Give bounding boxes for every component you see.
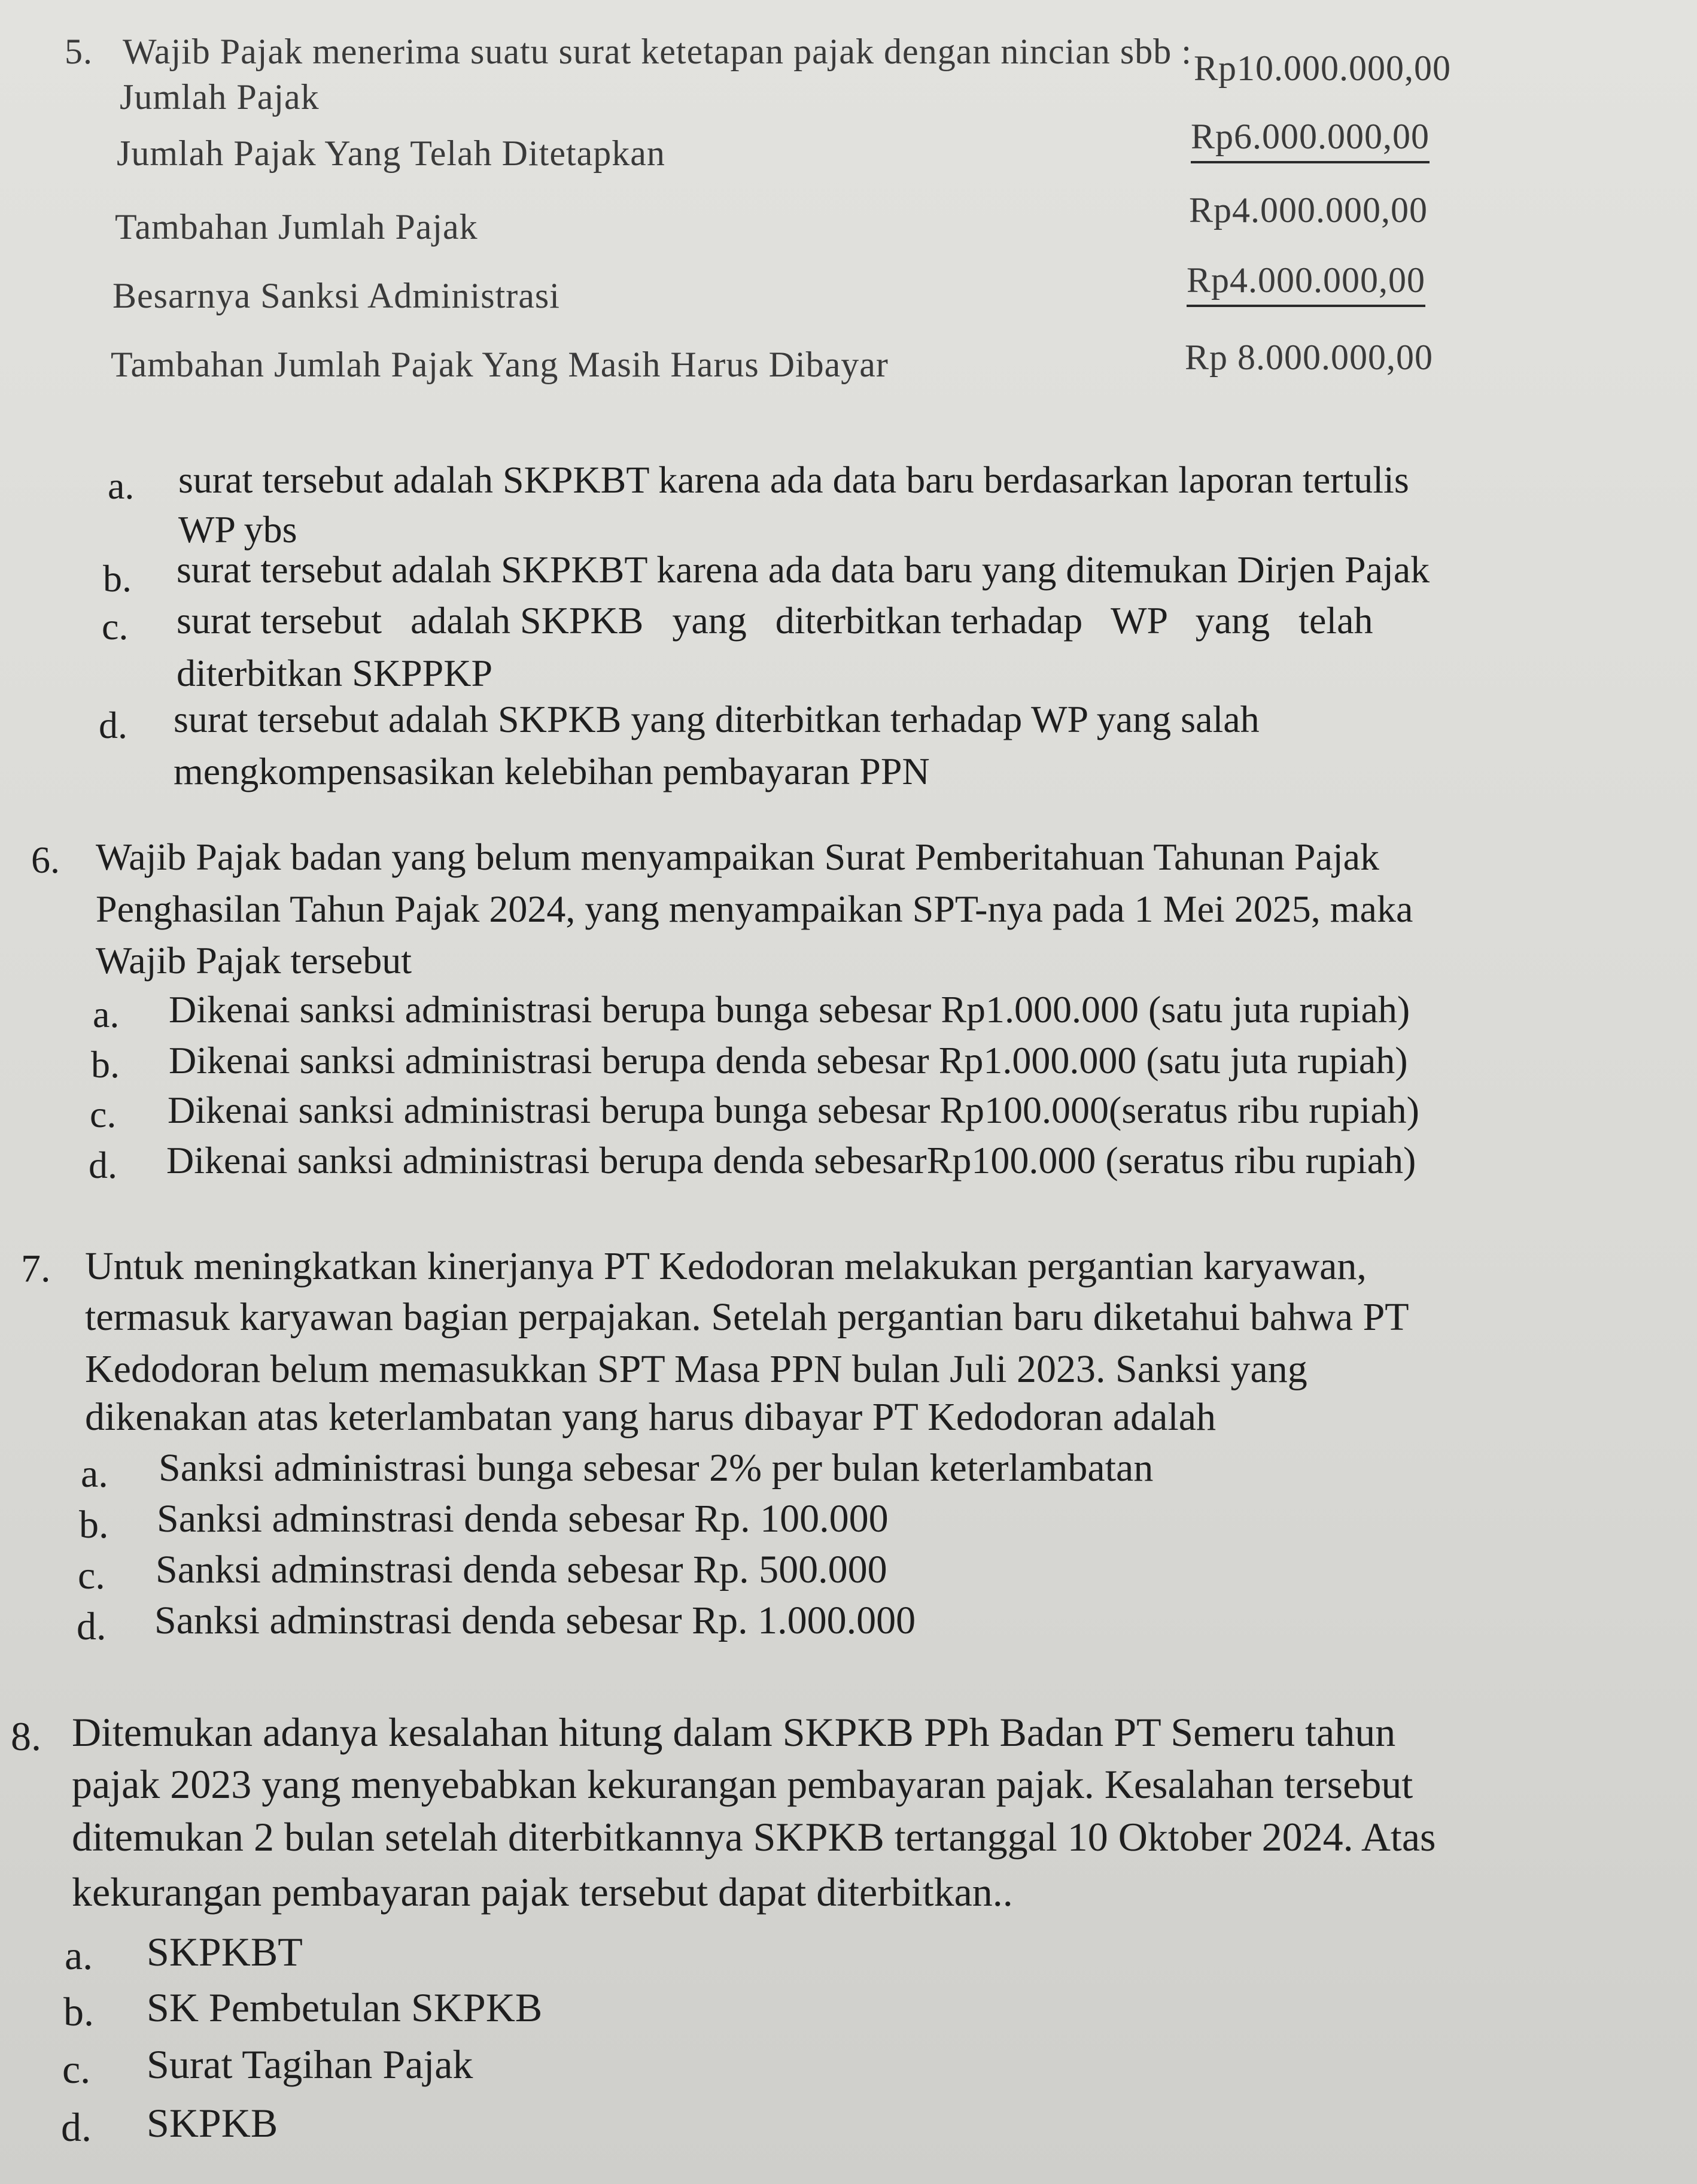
tax-row-amount: Rp6.000.000,00: [1191, 116, 1430, 163]
question-stem: Wajib Pajak tersebut: [96, 939, 412, 982]
option-text: SK Pembetulan SKPKB: [147, 1985, 543, 2030]
option-letter: b.: [103, 557, 132, 600]
tax-row: [111, 338, 1434, 385]
option-text: surat tersebut adalah SKPKB yang diterbitkan terhadap WP yang telah: [177, 599, 1373, 642]
tax-row-label: Tambahan Jumlah Pajak: [115, 207, 478, 247]
option-text: surat tersebut adalah SKPKBT karena ada data baru yang ditemukan Dirjen Pajak: [177, 548, 1430, 591]
option-text: WP ybs: [178, 508, 297, 551]
tax-row-amount: Rp 8.000.000,00: [1185, 338, 1434, 377]
option-letter: c.: [102, 605, 129, 648]
option-text: surat tersebut adalah SKPKBT karena ada data baru berdasarkan laporan tertulis: [178, 458, 1409, 501]
question-stem: Penghasilan Tahun Pajak 2024, yang menyampaikan SPT-nya pada 1 Mei 2025, maka: [96, 888, 1413, 930]
tax-row: [117, 117, 1430, 174]
question-number: 6.: [31, 839, 60, 881]
option-letter: c.: [78, 1554, 105, 1597]
tax-row-label: Besarnya Sanksi Administrasi: [112, 276, 560, 315]
option-letter: d.: [77, 1605, 107, 1648]
option-letter: a.: [108, 464, 135, 507]
question-stem: ditemukan 2 bulan setelah diterbitkannya SKPKB tertanggal 10 Oktober 2024. Atas: [72, 1814, 1436, 1860]
question-stem: Kedodoran belum memasukkan SPT Masa PPN bulan Juli 2023. Sanksi yang: [85, 1347, 1307, 1391]
option-letter: c.: [62, 2046, 91, 2092]
tax-row-label: Jumlah Pajak: [120, 77, 320, 117]
tax-row: [115, 190, 1428, 248]
tax-row-amount: Rp4.000.000,00: [1189, 190, 1428, 230]
question-stem: pajak 2023 yang menyebabkan kekurangan pembayaran pajak. Kesalahan tersebut: [72, 1761, 1413, 1807]
tax-row-label: Tambahan Jumlah Pajak Yang Masih Harus Dibayar: [111, 345, 889, 384]
tax-row-label: Jumlah Pajak Yang Telah Ditetapkan: [117, 133, 665, 173]
option-text: SKPKBT: [147, 1929, 303, 1975]
option-letter: d.: [61, 2104, 92, 2150]
tax-row-amount: Rp10.000.000,00: [1194, 48, 1452, 88]
option-letter: d.: [99, 704, 127, 746]
option-text: Dikenai sanksi administrasi berupa bunga sebesar Rp100.000(seratus ribu rupiah): [168, 1089, 1419, 1131]
question-number: 5.: [65, 32, 93, 71]
question-stem: termasuk karyawan bagian perpajakan. Setelah pergantian baru diketahui bahwa PT: [85, 1295, 1409, 1339]
question-number: 8.: [11, 1714, 41, 1759]
option-letter: b.: [79, 1503, 109, 1547]
question-stem: Ditemukan adanya kesalahan hitung dalam SKPKB PPh Badan PT Semeru tahun: [72, 1709, 1396, 1755]
option-letter: b.: [63, 1989, 94, 2034]
option-text: Dikenai sanksi administrasi berupa denda sebesarRp100.000 (seratus ribu rupiah): [166, 1139, 1416, 1181]
question-stem: dikenakan atas keterlambatan yang harus dibayar PT Kedodoran adalah: [85, 1395, 1217, 1439]
option-text: Surat Tagihan Pajak: [147, 2042, 473, 2087]
question-number: 7.: [21, 1247, 51, 1290]
option-letter: a.: [81, 1452, 108, 1496]
tax-row: [112, 260, 1426, 317]
option-text: diterbitkan SKPPKP: [177, 652, 493, 694]
option-letter: a.: [93, 993, 120, 1035]
option-text: Sanksi adminstrasi denda sebesar Rp. 100.000: [157, 1497, 889, 1541]
option-text: mengkompensasikan kelebihan pembayaran PPN: [174, 750, 930, 792]
option-text: SKPKB: [147, 2100, 278, 2146]
option-letter: c.: [90, 1093, 117, 1135]
tax-row-amount: Rp4.000.000,00: [1187, 260, 1425, 307]
question-stem: Wajib Pajak badan yang belum menyampaikan Surat Pemberitahuan Tahunan Pajak: [96, 836, 1380, 878]
option-letter: a.: [65, 1933, 93, 1978]
question-intro: Wajib Pajak menerima suatu surat ketetapan pajak dengan nincian sbb :: [123, 32, 1192, 71]
question-stem: Untuk meningkatkan kinerjanya PT Kedodoran melakukan pergantian karyawan,: [85, 1244, 1367, 1288]
option-text: Sanksi adminstrasi denda sebesar Rp. 1.000.000: [154, 1599, 916, 1642]
option-text: Dikenai sanksi administrasi berupa bunga sebesar Rp1.000.000 (satu juta rupiah): [169, 988, 1410, 1031]
option-text: Dikenai sanksi administrasi berupa denda sebesar Rp1.000.000 (satu juta rupiah): [169, 1039, 1408, 1082]
option-letter: b.: [91, 1043, 120, 1086]
question-stem: kekurangan pembayaran pajak tersebut dapat diterbitkan..: [72, 1869, 1013, 1915]
option-text: surat tersebut adalah SKPKB yang diterbitkan terhadap WP yang salah: [174, 698, 1260, 740]
option-text: Sanksi administrasi bunga sebesar 2% per bulan keterlambatan: [159, 1446, 1154, 1490]
option-text: Sanksi adminstrasi denda sebesar Rp. 500.000: [156, 1548, 887, 1591]
option-letter: d.: [89, 1144, 117, 1186]
